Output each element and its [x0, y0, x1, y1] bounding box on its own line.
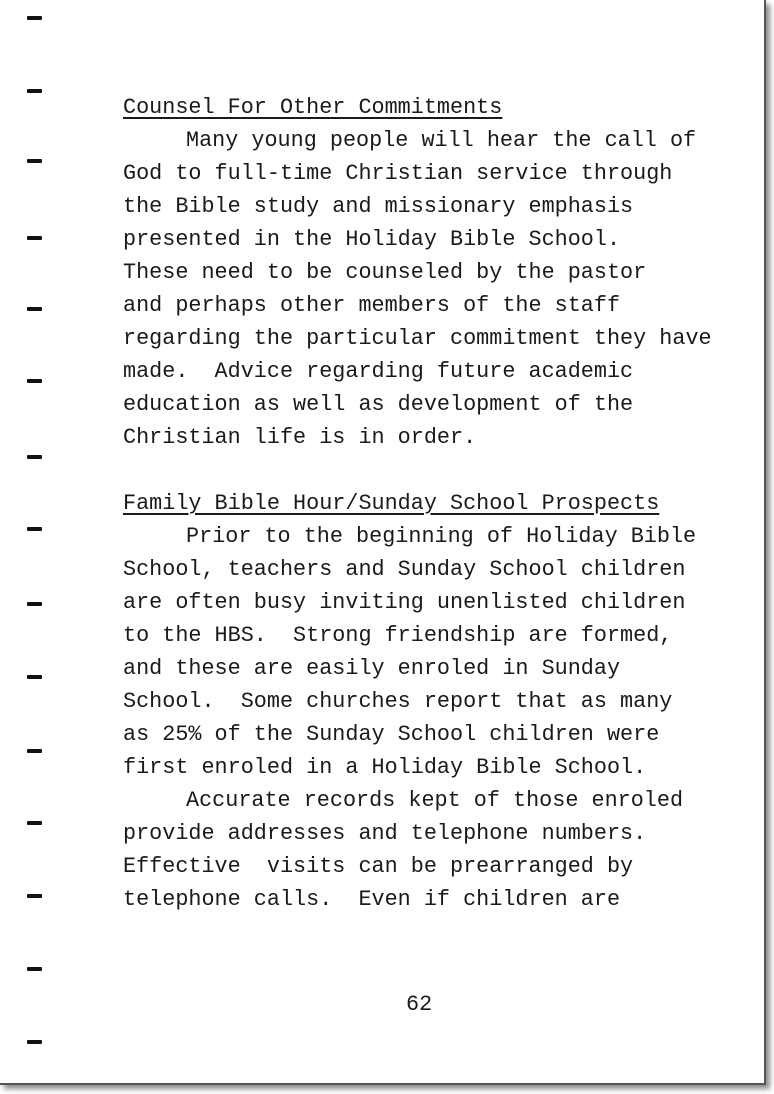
- margin-tick-mark: [27, 307, 42, 311]
- margin-tick-mark: [27, 821, 42, 825]
- margin-tick-mark: [27, 527, 42, 531]
- margin-tick-mark: [27, 1040, 42, 1044]
- margin-tick-mark: [27, 894, 42, 898]
- paragraph-line: and these are easily enroled in Sunday: [123, 656, 621, 681]
- paragraph-line: presented in the Holiday Bible School.: [123, 227, 621, 252]
- margin-tick-mark: [27, 749, 42, 753]
- section-heading-counsel: Counsel For Other Commitments: [123, 95, 503, 120]
- paragraph-line: Christian life is in order.: [123, 425, 477, 450]
- paragraph-line: Prior to the beginning of Holiday Bible: [186, 524, 697, 549]
- margin-tick-mark: [27, 379, 42, 383]
- paragraph-line: Many young people will hear the call of: [186, 128, 697, 153]
- margin-tick-mark: [27, 16, 42, 20]
- paragraph-line: the Bible study and missionary emphasis: [123, 194, 634, 219]
- paragraph-line: These need to be counseled by the pastor: [123, 260, 647, 285]
- margin-tick-mark: [27, 89, 42, 93]
- margin-tick-mark: [27, 967, 42, 971]
- paragraph-line: regarding the particular commitment they have: [123, 326, 712, 351]
- paragraph-line: God to full-time Christian service through: [123, 161, 673, 186]
- paragraph-line: first enroled in a Holiday Bible School.: [123, 755, 647, 780]
- paragraph-line: and perhaps other members of the staff: [123, 293, 621, 318]
- paragraph-line: Accurate records kept of those enroled: [186, 788, 684, 813]
- page-number: 62: [406, 992, 433, 1017]
- paragraph-line: telephone calls. Even if children are: [123, 887, 621, 912]
- margin-tick-mark: [27, 602, 42, 606]
- paragraph-line: Effective visits can be prearranged by: [123, 854, 634, 879]
- paragraph-line: School, teachers and Sunday School children: [123, 557, 686, 582]
- margin-tick-mark: [27, 675, 42, 679]
- margin-tick-mark: [27, 236, 42, 240]
- paragraph-line: as 25% of the Sunday School children were: [123, 722, 660, 747]
- margin-tick-mark: [27, 159, 42, 163]
- paragraph-line: to the HBS. Strong friendship are formed,: [123, 623, 673, 648]
- paragraph-line: School. Some churches report that as many: [123, 689, 673, 714]
- paragraph-line: education as well as development of the: [123, 392, 634, 417]
- section-heading-prospects: Family Bible Hour/Sunday School Prospects: [123, 491, 660, 516]
- paragraph-line: are often busy inviting unenlisted children: [123, 590, 686, 615]
- margin-tick-mark: [27, 455, 42, 459]
- paragraph-line: provide addresses and telephone numbers.: [123, 821, 647, 846]
- paragraph-line: made. Advice regarding future academic: [123, 359, 634, 384]
